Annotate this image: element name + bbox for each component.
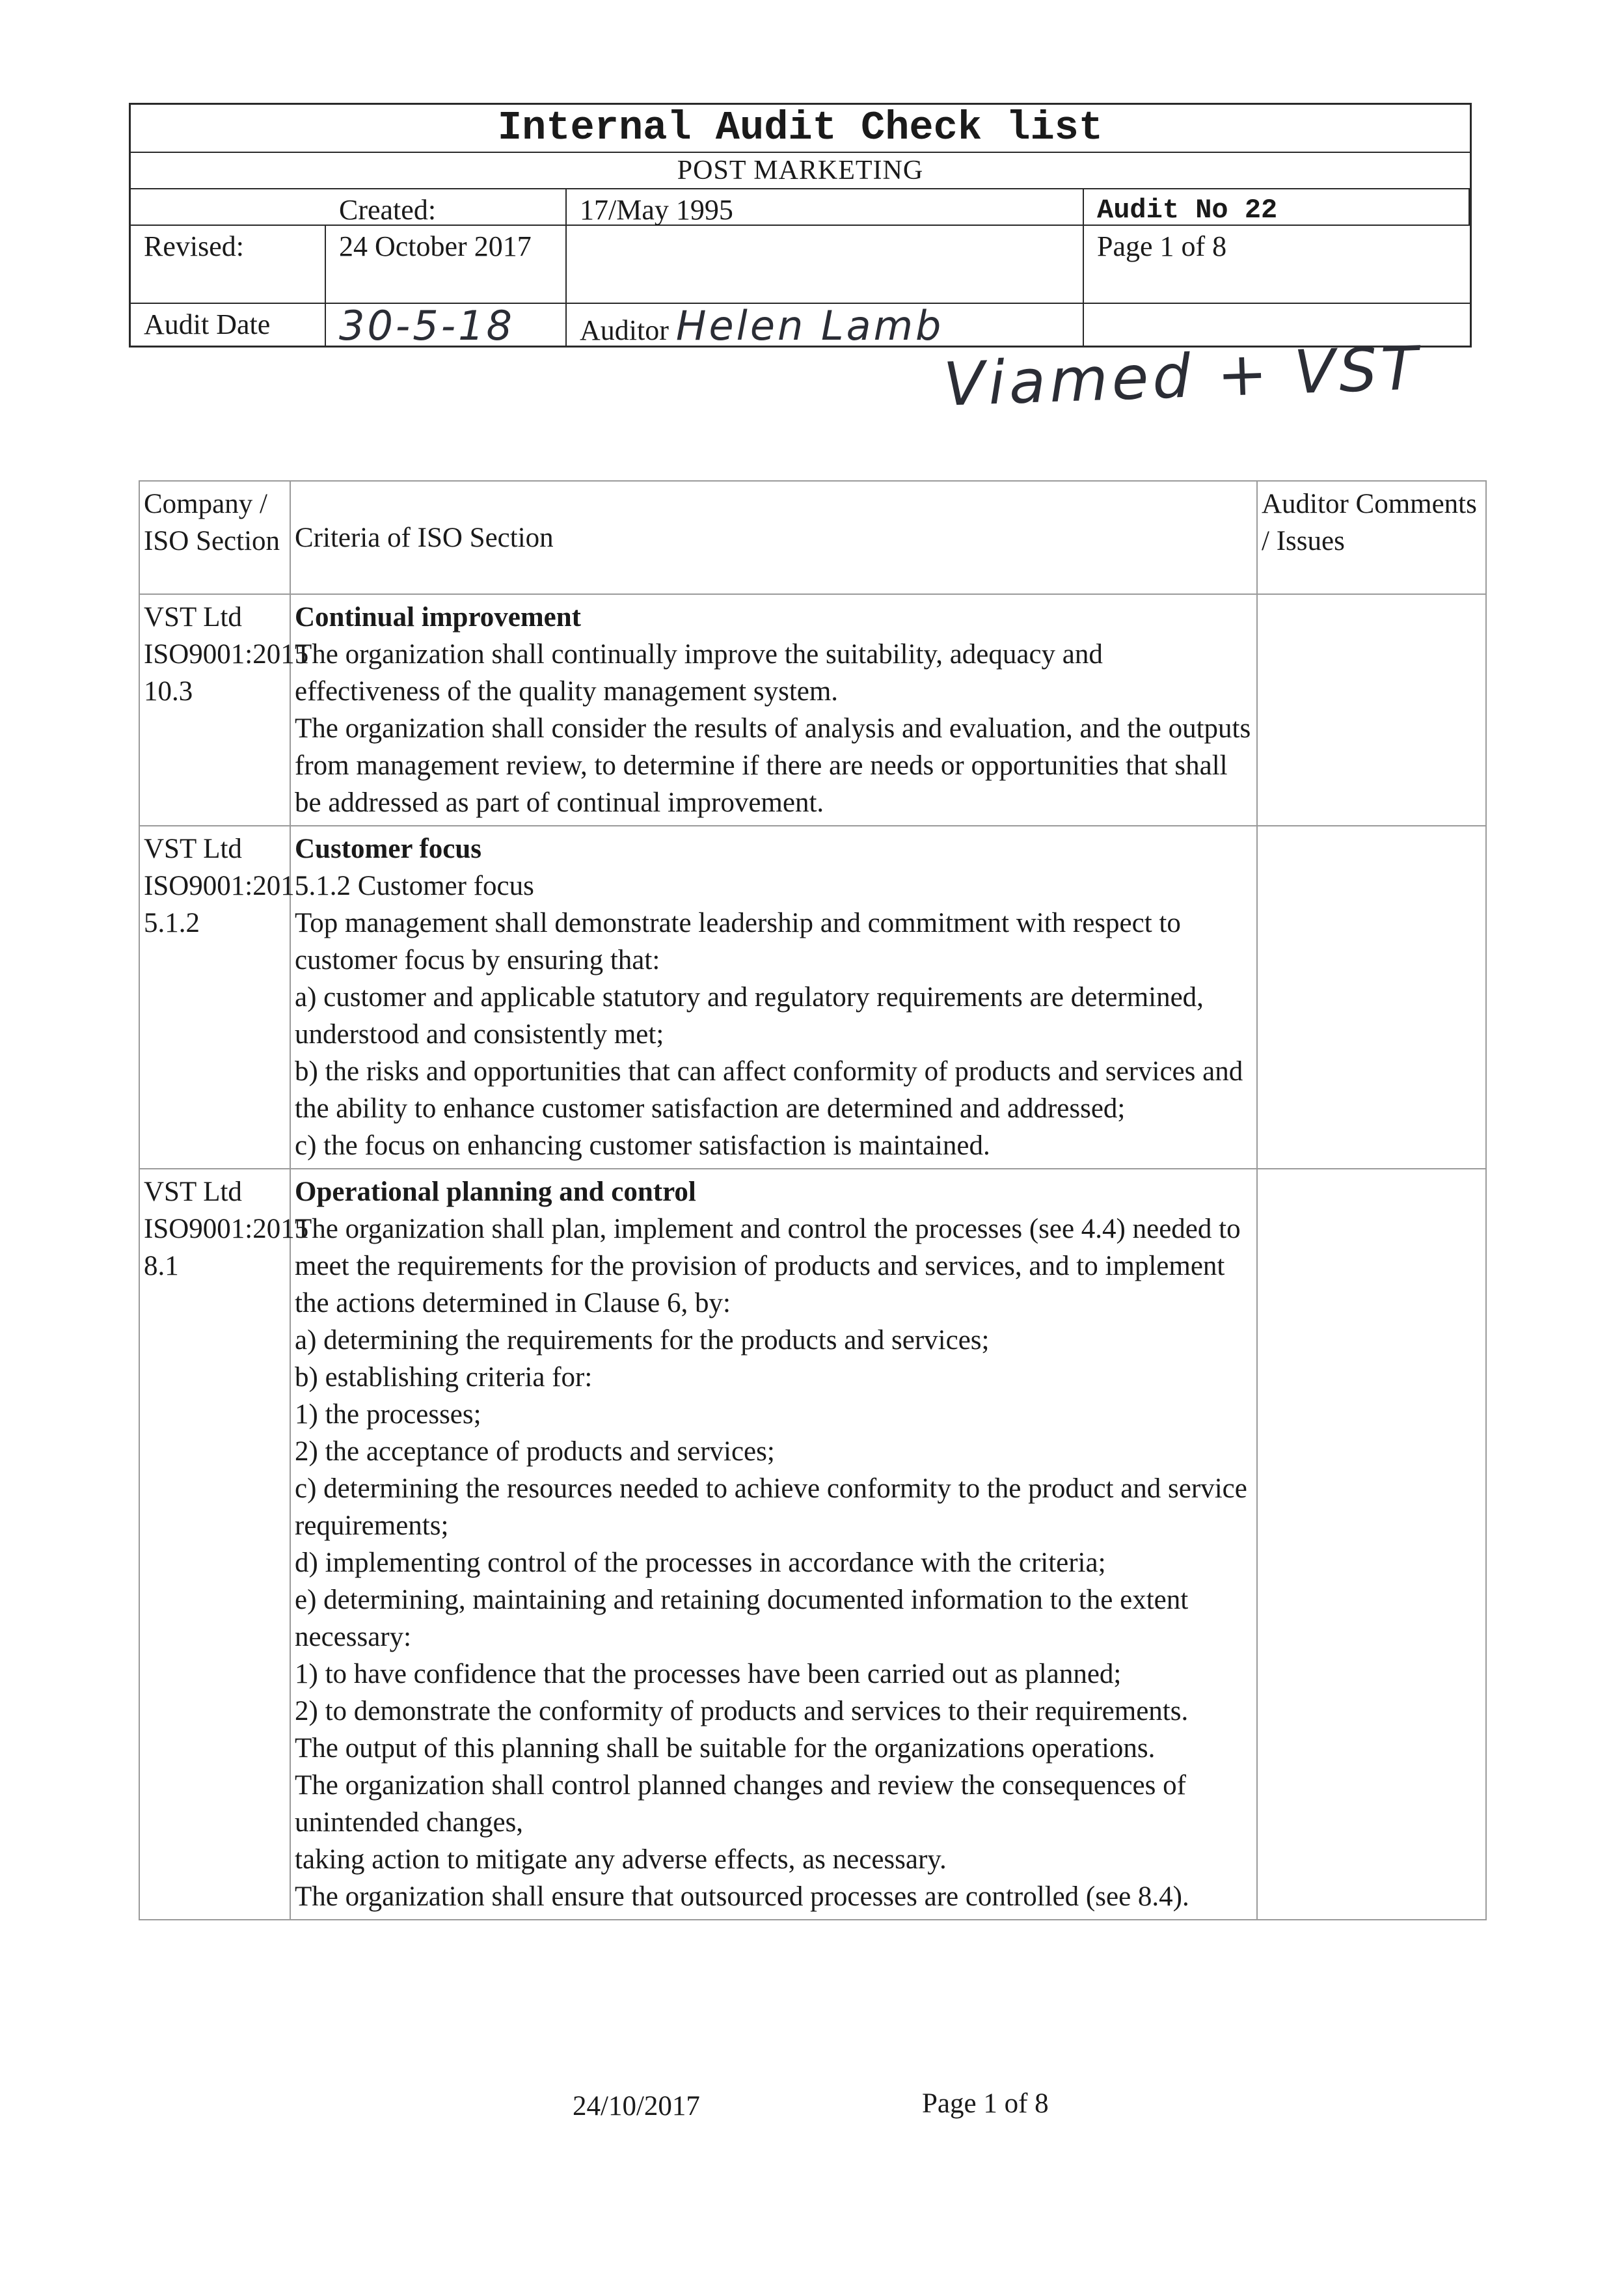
criteria-table (139, 480, 1487, 1920)
auditor-signature: Helen Lamb (675, 302, 944, 349)
document-subtitle: POST MARKETING (131, 153, 1470, 189)
criteria-line: c) determining the resources needed to achieve conformity to the product and service requirements; (295, 1473, 1247, 1541)
criteria-title: Continual improvement (295, 602, 581, 633)
row-section: VST Ltd ISO9001:2015 5.1.2 (139, 826, 290, 1169)
page-count: Page 1 of 8 (1084, 226, 1470, 304)
auditor-label: Auditor (580, 314, 669, 346)
criteria-line: b) establishing criteria for: (295, 1362, 593, 1393)
header-blank-cell (131, 189, 326, 226)
criteria-line: a) determining the requirements for the products and services; (295, 1325, 990, 1356)
table-row (139, 594, 1486, 826)
criteria-title: Customer focus (295, 834, 482, 864)
row-section: VST Ltd ISO9001:2015 8.1 (139, 1169, 290, 1920)
criteria-line: 2) the acceptance of products and services; (295, 1436, 775, 1467)
criteria-line: The organization shall plan, implement and control the processes (see 4.4) needed to meet the requirements for the provision of products and services, and to implement the actions determined in Clause 6, by: (295, 1214, 1241, 1318)
footer-date: 24/10/2017 (573, 2091, 700, 2121)
audit-header-table (129, 103, 1472, 348)
criteria-line: 5.1.2 Customer focus (295, 871, 534, 901)
criteria-line: Top management shall demonstrate leadership and commitment with respect to customer focus by ensuring that: (295, 908, 1181, 975)
footer-page-number: Page 1 of 8 (922, 2088, 1049, 2119)
column-header-criteria: Criteria of ISO Section (290, 481, 1257, 594)
row-criteria (290, 1169, 1257, 1920)
audit-header-grid (131, 189, 1470, 349)
table-row (139, 1169, 1486, 1920)
criteria-line: a) customer and applicable statutory and regulatory requirements are determined, understood and consistently met; (295, 982, 1204, 1050)
criteria-line: e) determining, maintaining and retaining documented information to the extent necessary: (295, 1585, 1189, 1652)
criteria-line: 1) to have confidence that the processes have been carried out as planned; (295, 1659, 1122, 1689)
criteria-line: The organization shall control planned changes and review the consequences of unintended changes, (295, 1770, 1186, 1838)
audit-number: Audit No 22 (1084, 189, 1470, 226)
criteria-line: 2) to demonstrate the conformity of products and services to their requirements. (295, 1696, 1189, 1726)
criteria-line: b) the risks and opportunities that can affect conformity of products and services and the ability to enhance customer satisfaction are determined and addressed; (295, 1056, 1243, 1124)
criteria-line: The organization shall continually improve the suitability, adequacy and effectiveness of the quality management system. (295, 639, 1103, 707)
revised-blank-cell (567, 226, 1084, 304)
document-title: Internal Audit Check list (131, 105, 1470, 153)
criteria-line: 1) the processes; (295, 1399, 481, 1430)
table-header-row (139, 481, 1486, 594)
criteria-line: d) implementing control of the processes in accordance with the criteria; (295, 1548, 1106, 1578)
row-comments (1257, 1169, 1486, 1920)
row-comments (1257, 826, 1486, 1169)
revised-label: Revised: (131, 226, 326, 304)
row-comments (1257, 594, 1486, 826)
handwritten-note: Viamed + VST (942, 333, 1423, 420)
audit-date-value: 30-5-18 (326, 304, 567, 346)
row-criteria (290, 826, 1257, 1169)
column-header-section: Company / ISO Section (139, 481, 290, 594)
criteria-line: The organization shall ensure that outsourced processes are controlled (see 8.4). (295, 1881, 1189, 1912)
row-criteria (290, 594, 1257, 826)
criteria-line: taking action to mitigate any adverse effects, as necessary. (295, 1844, 947, 1875)
criteria-line: The output of this planning shall be suitable for the organizations operations. (295, 1733, 1156, 1764)
criteria-line: c) the focus on enhancing customer satisfaction is maintained. (295, 1130, 990, 1161)
criteria-line: The organization shall consider the results of analysis and evaluation, and the outputs from management review, to determine if there are needs or opportunities that shall be addressed as part of continual improvement. (295, 713, 1251, 818)
column-header-comments: Auditor Comments / Issues (1257, 481, 1486, 594)
created-value: 17/May 1995 (567, 189, 1084, 226)
revised-value: 24 October 2017 (326, 226, 567, 304)
audit-date-label: Audit Date (131, 304, 326, 346)
auditor-cell (567, 302, 1084, 349)
table-row (139, 826, 1486, 1169)
created-label: Created: (326, 189, 567, 226)
row-section: VST Ltd ISO9001:2015 10.3 (139, 594, 290, 826)
criteria-title: Operational planning and control (295, 1177, 696, 1207)
